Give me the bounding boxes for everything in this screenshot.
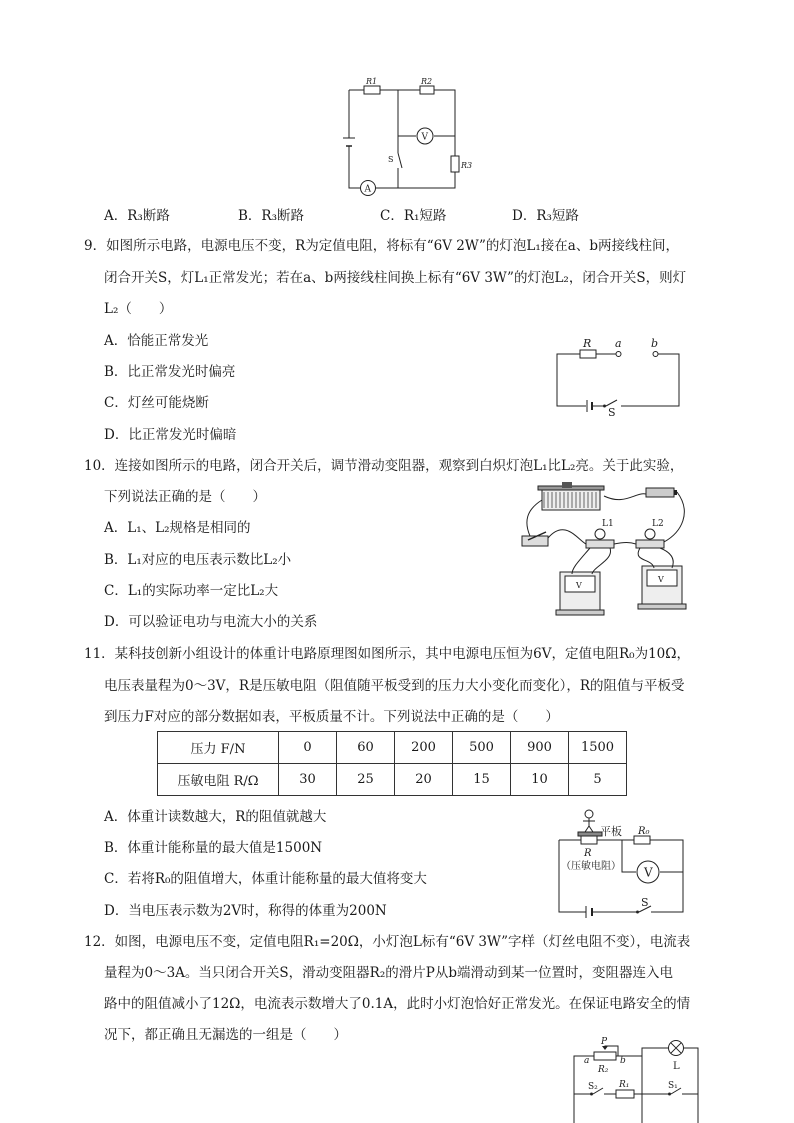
q10-l2-label: L2 [652,519,664,529]
q10-apparatus-illustration [520,482,690,618]
table-cell: 25 [337,764,395,796]
q9-b-label: b [651,337,659,350]
q9-stem-line-3: L₂（ ） [104,301,173,317]
q11-stem-line-2: 电压表量程为0～3V，R是压敏电阻（阻值随平板受到的压力大小变化而变化），R的阻值与平板受 [104,678,685,694]
table-cell: 60 [337,732,395,764]
q12-stem-line-3: 路中的阻值减小了12Ω，电流表示数增大了0.1A，此时小灯泡恰好正常发光。在保证电路安全的情 [104,996,691,1012]
q9-r-label: R [583,337,592,350]
q8-option-c[interactable]: C．R₁短路 [380,208,447,224]
q12-s2-label: S₂ [588,1082,598,1092]
table-cell: 30 [279,764,337,796]
q9-option-d[interactable]: D．比正常发光时偏暗 [104,427,237,443]
q12-lamp-label: L [673,1061,680,1072]
q12-a-label: a [584,1056,590,1066]
q9-stem-line-2: 闭合开关S，灯L₁正常发光；若在a、b两接线柱间换上标有“6V 3W”的灯泡L₂，闭合开关S，则灯 [104,270,687,286]
table-cell: 200 [395,732,453,764]
q11-r0-label: R₀ [638,826,650,837]
q12-r1-label: R₁ [619,1080,630,1090]
q11-switch-label: S [641,896,649,909]
switch-label: S [388,155,394,164]
q12-b-label: b [620,1056,626,1066]
q10-voltmeter-2-label: V [658,575,664,584]
table-cell: 压敏电阻 R/Ω [158,764,279,796]
q8-option-b[interactable]: B．R₃断路 [238,208,304,224]
table-cell: 10 [511,764,569,796]
q10-voltmeter-1-label: V [576,581,582,590]
q10-stem-line-2: 下列说法正确的是（ ） [104,489,266,505]
table-cell: 压力 F/N [158,732,279,764]
table-cell: 900 [511,732,569,764]
r3-label: R3 [461,161,473,170]
q11-option-c[interactable]: C．若将R₀的阻值增大，体重计能称量的最大值将变大 [104,871,427,887]
q12-r2-label: R₂ [598,1065,609,1075]
table-row [158,764,627,796]
q9-a-label: a [615,337,622,350]
q8-option-a[interactable]: A．R₃断路 [104,208,170,224]
q12-stem-line-1: 12．如图，电源电压不变，定值电阻R₁=20Ω，小灯泡L标有“6V 3W”字样（灯丝电阻不变），电流表 [84,934,691,950]
q11-r-label: R [584,848,592,859]
q9-stem-line-1: 9．如图所示电路，电源电压不变，R为定值电阻，将标有“6V 2W”的灯泡L₁接在a、b两接线柱间， [84,238,679,254]
ammeter-label: A [364,184,371,195]
q10-option-d[interactable]: D．可以验证电功与电流大小的关系 [104,614,318,630]
table-cell: 0 [279,732,337,764]
q9-s-label: S [608,406,616,419]
q12-s1-label: S₁ [668,1081,678,1091]
q12-p-label: P [601,1037,608,1047]
q9-option-b[interactable]: B．比正常发光时偏亮 [104,364,236,380]
q11-option-b[interactable]: B．体重计能称量的最大值是1500N [104,840,323,856]
q10-option-b[interactable]: B．L₁对应的电压表示数比L₂小 [104,552,292,568]
q12-circuit-diagram [570,1026,706,1123]
table-cell: 15 [453,764,511,796]
table-row [158,732,627,764]
q11-option-d[interactable]: D．当电压表示数为2V时，称得的体重为200N [104,903,387,919]
q11-data-table [157,731,627,796]
q11-pressure-resistor-label: （压敏电阻） [561,861,621,872]
r2-label: R2 [421,77,433,86]
q10-option-c[interactable]: C．L₁的实际功率一定比L₂大 [104,583,279,599]
q10-stem-line-1: 10．连接如图所示的电路，闭合开关后，调节滑动变阻器，观察到白炽灯泡L₁比L₂亮。关于此实验， [84,458,684,474]
q9-circuit-diagram [555,336,685,419]
q12-stem-line-4: 况下，都正确且无漏选的一组是（ ） [104,1027,347,1043]
q11-stem-line-1: 11．某科技创新小组设计的体重计电路原理图如图所示，其中电源电压恒为6V，定值电阻R₀为10Ω， [84,646,690,662]
q12-stem-line-2: 量程为0～3A。当只闭合开关S，滑动变阻器R₂的滑片P从b端滑动到某一位置时，变阻器连入电 [104,965,673,981]
q11-circuit-diagram [556,808,686,916]
q10-l1-label: L1 [602,519,614,529]
q9-option-a[interactable]: A．恰能正常发光 [104,333,209,349]
q11-voltmeter-label: V [644,865,653,880]
r1-label: R1 [366,77,378,86]
q10-option-a[interactable]: A．L₁、L₂规格是相同的 [104,520,251,536]
table-cell: 500 [453,732,511,764]
q11-option-a[interactable]: A．体重计读数越大，R的阻值就越大 [104,809,327,825]
table-cell: 5 [569,764,627,796]
q9-option-c[interactable]: C．灯丝可能烧断 [104,395,209,411]
table-cell: 20 [395,764,453,796]
q11-stem-line-3: 到压力F对应的部分数据如表，平板质量不计。下列说法中正确的是（ ） [104,709,559,725]
table-cell: 1500 [569,732,627,764]
q11-plate-label: 平板 [600,825,622,838]
q8-option-d[interactable]: D．R₃短路 [512,208,579,224]
q8-circuit-diagram [340,77,473,196]
voltmeter-label: V [421,132,428,143]
